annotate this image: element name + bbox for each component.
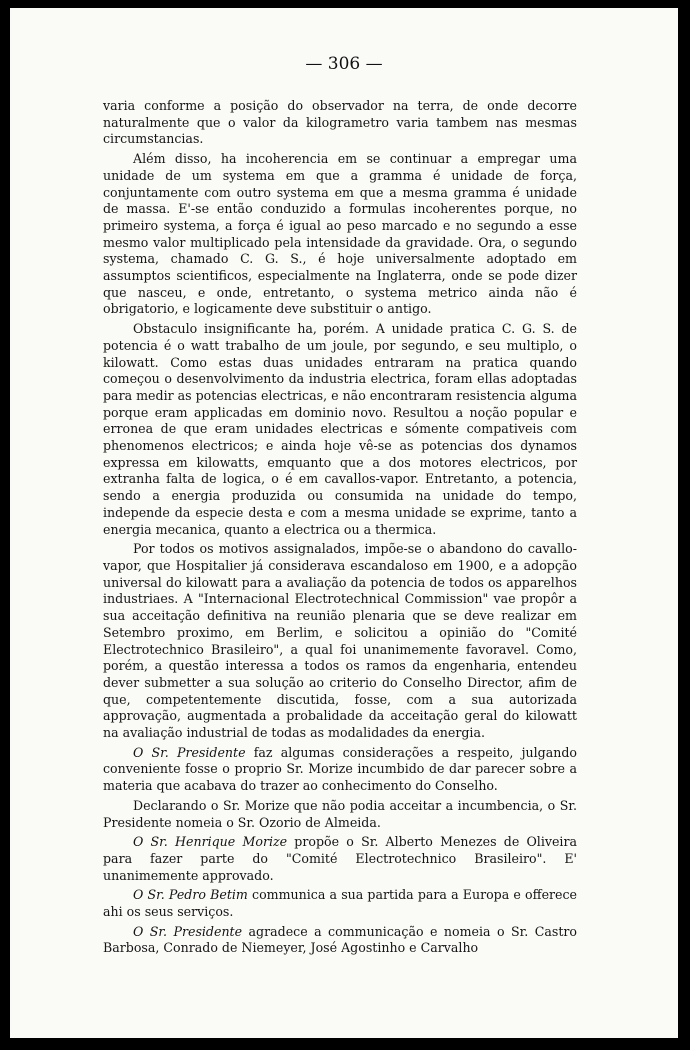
paragraph-text: faz algumas considerações a respeito, julgando conveniente fosse o proprio Sr. Morize incumbido de dar parecer sobre a materia que acabava do trazer ao conhecimento do Conselho. — [103, 744, 577, 794]
paragraph: Além disso, ha incoherencia em se continuar a empregar uma unidade de um systema em que a gramma é unidade de força, conjuntamente com outro systema em que a mesma gramma é unidade de massa. E'-se então conduzido a formulas incoherentes porque, no primeiro systema, a força é igual ao peso marcado e no segundo a esse mesmo valor multiplicado pela intensidade da gravidade. Ora, o segundo systema, chamado C. G. S., é hoje universalmente adoptado em assumptos scientificos, especialmente na Inglaterra, onde se pode dizer que nasceu, e onde, entretanto, o systema metrico ainda não é obrigatorio, e logicamente deve substituir o antigo. — [103, 151, 577, 317]
paragraph — [103, 924, 577, 957]
paragraph — [103, 745, 577, 795]
speaker-name: O Sr. Presidente — [133, 744, 246, 760]
paragraph — [103, 834, 577, 884]
paragraph: Por todos os motivos assignalados, impõe-se o abandono do cavallo-vapor, que Hospitalier já considerava escandaloso em 1900, e a adopção universal do kilowatt para a avaliação da potencia de todos os apparelhos industriaes. A "Internacional Electrotechnical Commission" vae propôr a sua acceitação definitiva na reunião plenaria que se deve realizar em Setembro proximo, em Berlim, e solicitou a opinião do "Comité Electrotechnico Brasileiro", a qual foi unanimemente favoravel. Como, porém, a questão interessa a todos os ramos da engenharia, entendeu dever submetter a sua solução ao criterio do Conselho Director, afim de que, competentemente discutida, fosse, com a sua autorizada approvação, augmentada a probalidade da acceitação geral do kilowatt na avaliação industrial de todas as modalidades da energia. — [103, 541, 577, 741]
speaker-name: O Sr. Presidente — [133, 923, 243, 939]
document-page — [10, 8, 678, 1038]
page-number: — 306 — — [305, 54, 383, 74]
paragraph: Declarando o Sr. Morize que não podia acceitar a incumbencia, o Sr. Presidente nomeia o Sr. Ozorio de Almeida. — [103, 797, 577, 830]
speaker-name: O Sr. Henrique Morize — [133, 834, 288, 850]
paragraph-text: propõe o Sr. Alberto Menezes de Oliveira para fazer parte do "Comité Electrotechnico Brasileiro". E' unanimemente approvado. — [103, 834, 577, 883]
paragraph-text: communica a sua partida para a Europa e offerece ahi os seus serviços. — [103, 887, 577, 920]
paragraph — [103, 887, 577, 920]
paragraph-text: agradece a communicação e nomeia o Sr. Castro Barbosa, Conrado de Niemeyer, José Agostinho e Carvalho — [103, 923, 577, 956]
paragraph: Obstaculo insignificante ha, porém. A unidade pratica C. G. S. de potencia é o watt trabalho de um joule, por segundo, e seu multiplo, o kilowatt. Como estas duas unidades entraram na pratica quando começou o desenvolvimento da industria electrica, foram ellas adoptadas para medir as potencias electricas, e não encontraram resistencia alguma porque eram applicadas em dominio novo. Resultou a noção popular e erronea de que eram unidades electricas e sómente compativeis com phenomenos electricos; e ainda hoje vê-se as potencias dos dynamos expressa em kilowatts, emquanto que a dos motores electricos, por extranha falta de logica, o é em cavallos-vapor. Entretanto, a potencia, sendo a energia produzida ou consumida na unidade do tempo, independe da especie desta e com a mesma unidade se exprime, tanto a energia mecanica, quanto a electrica ou a thermica. — [103, 321, 577, 537]
speaker-name: O Sr. Pedro Betim — [133, 887, 248, 903]
paragraph: varia conforme a posição do observador na terra, de onde decorre naturalmente que o valor da kilogrametro varia tambem nas mesmas circumstancias. — [103, 98, 577, 147]
body-text — [103, 98, 577, 960]
